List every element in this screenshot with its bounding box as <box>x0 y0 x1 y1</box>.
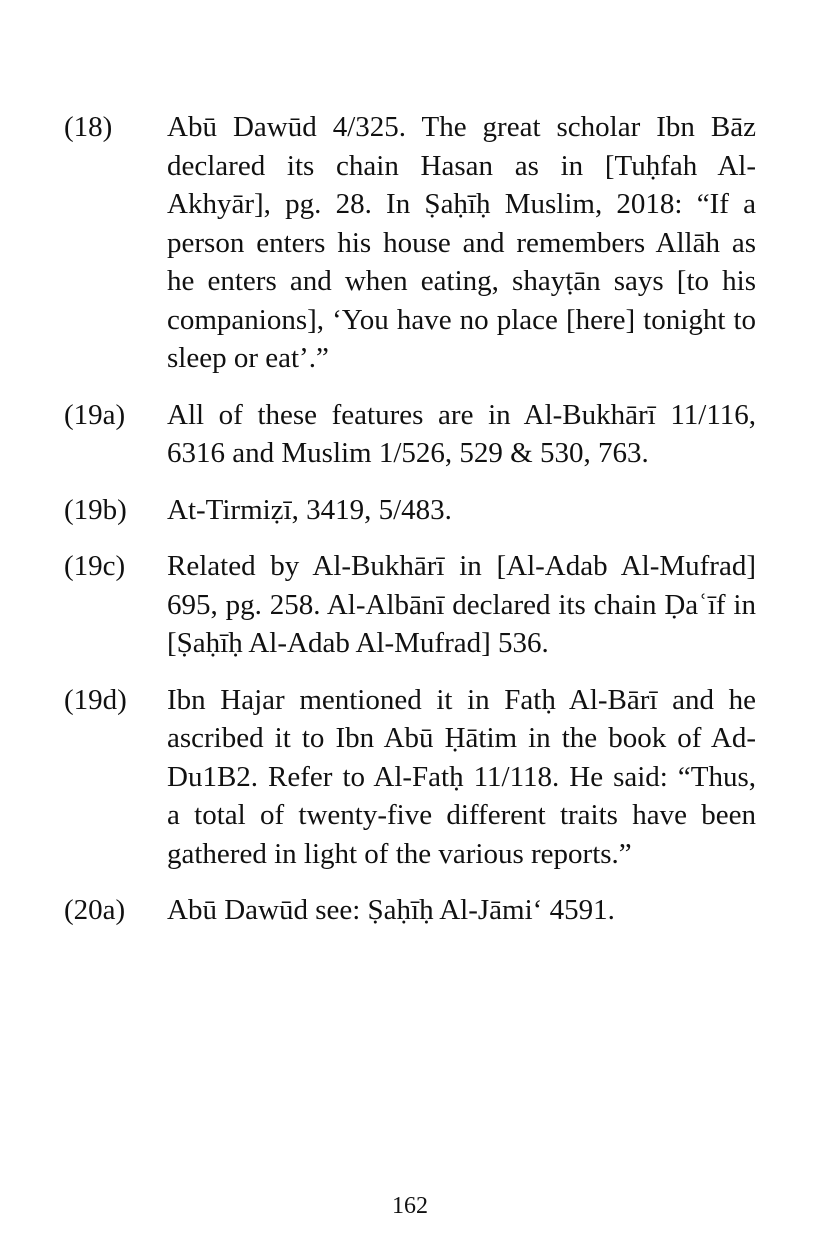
footnote-19c <box>64 547 756 663</box>
footnote-text: At-Tirmiẓī, 3419, 5/483. <box>167 493 452 526</box>
footnote-text: All of these features are in Al-Bukhārī 11/116, 6316 and Muslim 1/526, 529 & 530, 763. <box>167 398 756 469</box>
footnote-text: Abū Dawūd 4/325. The great scholar Ibn Bāz declared its chain Hasan as in [Tuḥfah Al-Akhyār], pg. 28. In Ṣaḥīḥ Muslim, 2018: “If a person enters his house and remembers Allāh as he enters and when eating, shayṭān says [to his companions], ‘You have no place [here] tonight to sleep or eat’.” <box>167 111 756 374</box>
footnote-label: (19b) <box>64 493 127 526</box>
footnote-label: (20a) <box>64 894 126 926</box>
footnote-18 <box>64 108 756 378</box>
footnote-20a <box>64 891 756 930</box>
footnotes-page <box>64 108 756 948</box>
footnote-text: Ibn Hajar mentioned it in Fatḥ Al-Bārī and he ascribed it to Ibn Abū Ḥātim in the book of Ad-Du1B2. Refer to Al-Fatḥ 11/118. He said: “Thus, a total of twenty-five different traits have been gathered in light of the various reports.” <box>167 683 756 870</box>
footnote-label: (19d) <box>64 683 127 716</box>
footnote-label: (18) <box>64 111 113 143</box>
footnote-text: Abū Dawūd see: Ṣaḥīḥ Al-Jāmi‘ 4591. <box>167 894 615 926</box>
footnote-label: (19a) <box>64 398 126 431</box>
footnote-19a <box>64 396 756 473</box>
footnote-text: Related by Al-Bukhārī in [Al-Adab Al-Mufrad] 695, pg. 258. Al-Albānī declared its chain Ḍaʿīf in [Ṣaḥīḥ Al-Adab Al-Mufrad] 536. <box>167 550 756 659</box>
footnote-19b <box>64 491 756 530</box>
page-number: 162 <box>392 1193 428 1219</box>
footnote-label: (19c) <box>64 550 126 582</box>
footnote-19d <box>64 681 756 874</box>
